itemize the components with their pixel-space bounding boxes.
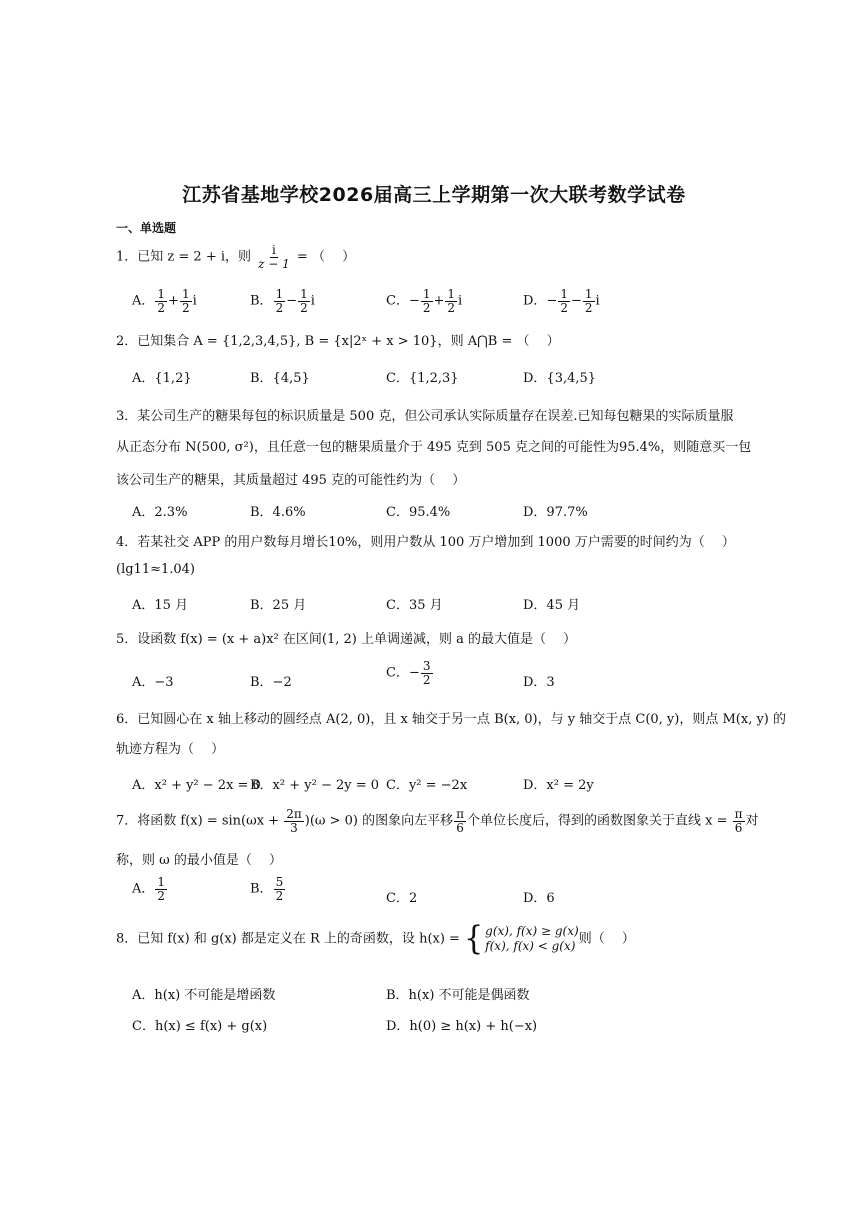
question-8-stem bbox=[116, 919, 635, 958]
question-1-stem bbox=[116, 244, 355, 270]
frac-num: 3 bbox=[422, 659, 431, 673]
frac-den: 2 bbox=[275, 300, 284, 315]
q1-option-d[interactable] bbox=[523, 288, 600, 314]
q8-option-d[interactable]: D．h(0) ≥ h(x) + h(−x) bbox=[386, 1019, 538, 1034]
brace-glyph: { bbox=[464, 919, 484, 958]
imag-unit: i bbox=[310, 293, 315, 309]
q3-option-a[interactable]: A．2.3% bbox=[132, 505, 188, 520]
op: − bbox=[546, 293, 558, 309]
q1-option-b[interactable] bbox=[250, 288, 315, 314]
frac-num: 1 bbox=[447, 287, 456, 301]
frac bbox=[274, 876, 286, 902]
frac-den: 6 bbox=[456, 820, 464, 835]
op: + bbox=[433, 293, 445, 309]
frac-den: 2 bbox=[447, 300, 456, 315]
frac bbox=[155, 288, 167, 314]
question-4-line-2: (lg11≈1.04) bbox=[116, 562, 196, 577]
q3-option-b[interactable]: B．4.6% bbox=[250, 505, 306, 520]
frac-den: 2 bbox=[275, 888, 284, 903]
q1-option-a[interactable] bbox=[132, 288, 197, 314]
option-label: C． bbox=[386, 665, 409, 681]
frac bbox=[274, 288, 286, 314]
frac-den: 2 bbox=[300, 300, 308, 315]
q6-option-c[interactable]: C．y² = −2x bbox=[386, 778, 468, 793]
question-4-line-1: 4．若某社交 APP 的用户数每月增长10%，则用户数从 100 万户增加到 1000 万户需要的时间约为（ ） bbox=[116, 535, 735, 550]
imag-unit: i bbox=[595, 293, 600, 309]
q7-mid-text: )(ω > 0) 的图象向左平移 bbox=[304, 813, 454, 829]
q4-option-c[interactable]: C．35 月 bbox=[386, 598, 443, 613]
q3-option-c[interactable]: C．95.4% bbox=[386, 505, 451, 520]
question-6-line-1: 6．已知圆心在 x 轴上移动的圆经点 A(2, 0)，且 x 轴交于另一点 B(x, 0)，与 y 轴交于点 C(0, y)，则点 M(x, y) 的 bbox=[116, 712, 787, 727]
q7-mid2-text: 个单位长度后，得到的函数图象关于直线 x = bbox=[467, 813, 732, 829]
case-2: f(x), f(x) < g(x) bbox=[485, 939, 576, 953]
q2-option-c[interactable]: C．{1,2,3} bbox=[386, 371, 459, 386]
frac bbox=[558, 288, 570, 314]
frac-num: 1 bbox=[157, 287, 166, 301]
q1-pre-text: 1．已知 z = 2 + i，则 bbox=[116, 249, 256, 265]
q8-option-a[interactable]: A．h(x) 不可能是增函数 bbox=[132, 988, 276, 1003]
q5-option-d[interactable]: D．3 bbox=[523, 675, 555, 690]
q8-pre-text: 8．已知 f(x) 和 g(x) 都是定义在 R 上的奇函数，设 h(x) = bbox=[116, 931, 465, 947]
cases-rows bbox=[485, 924, 579, 954]
q1-option-c[interactable] bbox=[386, 288, 462, 314]
question-3-line-1: 3．某公司生产的糖果每包的标识质量是 500 克，但公司承认实际质量存在误差.已知每包糖果的实际质量服 bbox=[116, 409, 734, 424]
q8-option-c[interactable]: C．h(x) ≤ f(x) + g(x) bbox=[132, 1019, 268, 1034]
frac bbox=[445, 288, 457, 314]
q1-frac-den: z − 1 bbox=[258, 256, 290, 271]
frac bbox=[421, 288, 433, 314]
page-title: 江苏省基地学校2026届高三上学期第一次大联考数学试卷 bbox=[182, 184, 686, 206]
frac bbox=[583, 288, 595, 314]
frac-den: 2 bbox=[422, 300, 431, 315]
frac bbox=[421, 660, 433, 686]
frac-num: 5 bbox=[275, 875, 284, 889]
question-3-line-2: 从正态分布 N(500, σ²)，且任意一包的糖果质量介于 495 克到 505 克之间的可能性为95.4%，则随意买一包 bbox=[116, 440, 752, 455]
q8-post-text: 则（ ） bbox=[578, 931, 635, 947]
frac bbox=[298, 288, 310, 314]
imag-unit: i bbox=[192, 293, 197, 309]
op: − bbox=[408, 665, 420, 681]
frac bbox=[733, 808, 745, 834]
q7-option-b[interactable] bbox=[250, 876, 286, 902]
frac-den: 2 bbox=[560, 300, 568, 315]
option-label: A． bbox=[132, 881, 155, 897]
frac-den: 6 bbox=[734, 820, 743, 835]
frac-num: 1 bbox=[181, 287, 190, 301]
q2-option-a[interactable]: A．{1,2} bbox=[132, 371, 192, 386]
q2-option-d[interactable]: D．{3,4,5} bbox=[523, 371, 597, 386]
frac bbox=[155, 876, 167, 902]
q1-fraction bbox=[256, 244, 292, 270]
question-6-line-2: 轨迹方程为（ ） bbox=[116, 742, 225, 757]
op: − bbox=[570, 293, 582, 309]
q7-option-d[interactable]: D．6 bbox=[523, 891, 555, 906]
frac-num: π bbox=[456, 807, 465, 821]
question-2-stem: 2．已知集合 A = {1,2,3,4,5}, B = {x|2ˣ + x > 10}，则 A⋂B = （ ） bbox=[116, 334, 560, 349]
option-label: A． bbox=[132, 293, 155, 309]
frac-den: 2 bbox=[157, 888, 166, 903]
q7-post-text: 对 bbox=[745, 813, 759, 829]
q6-option-b[interactable]: B．x² + y² − 2y = 0 bbox=[250, 778, 380, 793]
frac-num: 2π bbox=[286, 807, 302, 821]
q5-option-a[interactable]: A．−3 bbox=[132, 675, 174, 690]
frac-den: 2 bbox=[157, 300, 166, 315]
q4-option-a[interactable]: A．15 月 bbox=[132, 598, 189, 613]
frac-den: 2 bbox=[422, 672, 431, 687]
question-7-line-2: 称，则 ω 的最小值是（ ） bbox=[116, 853, 282, 868]
q2-option-b[interactable]: B．{4,5} bbox=[250, 371, 310, 386]
q4-option-d[interactable]: D．45 月 bbox=[523, 598, 581, 613]
section-heading: 一、单选题 bbox=[116, 221, 177, 235]
q3-option-d[interactable]: D．97.7% bbox=[523, 505, 588, 520]
frac-num: 1 bbox=[560, 287, 568, 301]
q6-option-a[interactable]: A．x² + y² − 2x = 0 bbox=[132, 778, 261, 793]
option-label: D． bbox=[523, 293, 547, 309]
frac-num: 1 bbox=[275, 287, 284, 301]
q1-frac-num: i bbox=[272, 243, 276, 257]
frac-den: 3 bbox=[290, 820, 298, 835]
case-1: g(x), f(x) ≥ g(x) bbox=[485, 924, 579, 938]
option-label: B． bbox=[250, 881, 273, 897]
op: + bbox=[168, 293, 179, 309]
frac-num: 1 bbox=[300, 287, 308, 301]
frac bbox=[284, 808, 304, 834]
frac-num: π bbox=[734, 807, 743, 821]
op: − bbox=[408, 293, 420, 309]
frac-den: 2 bbox=[584, 300, 593, 315]
op: − bbox=[286, 293, 298, 309]
frac-num: 1 bbox=[157, 875, 166, 889]
q6-option-d[interactable]: D．x² = 2y bbox=[523, 778, 594, 793]
q5-option-c[interactable] bbox=[386, 660, 434, 686]
q4-option-b[interactable]: B．25 月 bbox=[250, 598, 307, 613]
question-7-line-1 bbox=[116, 808, 759, 834]
frac bbox=[180, 288, 192, 314]
option-label: C． bbox=[386, 293, 409, 309]
option-label: B． bbox=[250, 293, 273, 309]
q5-option-b[interactable]: B．−2 bbox=[250, 675, 292, 690]
q8-option-b[interactable]: B．h(x) 不可能是偶函数 bbox=[386, 988, 530, 1003]
q1-post-text: = （ ） bbox=[292, 249, 356, 265]
imag-unit: i bbox=[458, 293, 463, 309]
q8-piecewise bbox=[464, 919, 579, 958]
q7-option-c[interactable]: C．2 bbox=[386, 891, 418, 906]
frac-num: 1 bbox=[584, 287, 593, 301]
frac bbox=[454, 808, 466, 834]
frac-den: 2 bbox=[181, 300, 190, 315]
question-5-stem: 5．设函数 f(x) = (x + a)x² 在区间(1, 2) 上单调递减，则 a 的最大值是（ ） bbox=[116, 632, 577, 647]
frac-num: 1 bbox=[422, 287, 431, 301]
question-3-line-3: 该公司生产的糖果，其质量超过 495 克的可能性约为（ ） bbox=[116, 473, 466, 488]
q7-pre-text: 7．将函数 f(x) = sin(ωx + bbox=[116, 813, 284, 829]
q7-option-a[interactable] bbox=[132, 876, 168, 902]
